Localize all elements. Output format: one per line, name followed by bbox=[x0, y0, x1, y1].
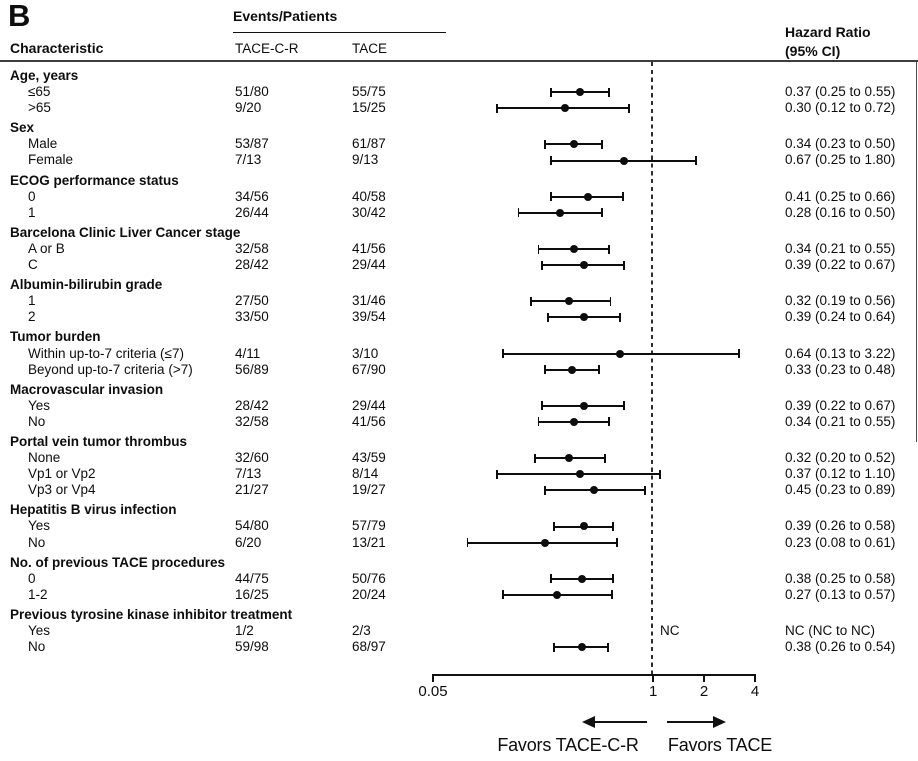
hr-ci-cell: 0.39 (0.22 to 0.67) bbox=[785, 257, 896, 273]
hr-ci-cell: 0.39 (0.26 to 0.58) bbox=[785, 518, 896, 534]
point-estimate-dot bbox=[578, 575, 586, 583]
point-estimate-dot bbox=[580, 522, 588, 530]
hr-ci-cell: 0.28 (0.16 to 0.50) bbox=[785, 204, 896, 220]
point-estimate-dot bbox=[565, 454, 573, 462]
ci-cap-left bbox=[544, 140, 546, 149]
events-tace-cell: 57/79 bbox=[352, 518, 386, 534]
subgroup-row bbox=[0, 587, 918, 603]
characteristic-cell: Yes bbox=[28, 623, 51, 638]
subgroup-row bbox=[0, 398, 918, 414]
subgroup-row bbox=[0, 293, 918, 309]
characteristic-header: Characteristic bbox=[10, 40, 104, 56]
group-header-row bbox=[0, 68, 918, 84]
point-estimate-dot bbox=[580, 313, 588, 321]
table-body bbox=[0, 64, 918, 655]
events-tace-cell: 3/10 bbox=[352, 345, 379, 361]
events-tace-cr-cell: 7/13 bbox=[235, 466, 262, 482]
ci-cap-right bbox=[622, 192, 624, 201]
events-tace-cr-cell: 9/20 bbox=[235, 100, 262, 116]
ci-cap-left bbox=[550, 156, 552, 165]
hr-ci-cell: 0.37 (0.25 to 0.55) bbox=[785, 84, 896, 100]
ci-cap-left bbox=[538, 245, 540, 254]
hr-ci-cell: 0.32 (0.20 to 0.52) bbox=[785, 450, 896, 466]
characteristic-cell: >65 bbox=[28, 100, 51, 116]
ci-cap-left bbox=[534, 454, 536, 463]
column-header-tace: TACE bbox=[352, 41, 388, 56]
events-tace-cell: 41/56 bbox=[352, 413, 386, 429]
favors-left-arrow-line bbox=[594, 721, 647, 723]
nc-marker-label: NC bbox=[660, 623, 680, 638]
events-tace-cell: 55/75 bbox=[352, 84, 386, 100]
ci-cap-right bbox=[695, 156, 697, 165]
hr-ci-cell: 0.38 (0.26 to 0.54) bbox=[785, 639, 896, 655]
point-estimate-dot bbox=[584, 193, 592, 201]
ci-cap-left bbox=[541, 401, 543, 410]
group-label: Age, years bbox=[10, 68, 79, 83]
events-tace-cell: 19/27 bbox=[352, 482, 386, 498]
events-tace-cell: 50/76 bbox=[352, 570, 386, 586]
ci-cap-right bbox=[659, 470, 661, 479]
group-label: Hepatitis B virus infection bbox=[10, 502, 177, 518]
point-estimate-dot bbox=[576, 470, 584, 478]
hr-ci-cell: 0.64 (0.13 to 3.22) bbox=[785, 345, 896, 361]
hr-ci-cell: 0.27 (0.13 to 0.57) bbox=[785, 586, 896, 602]
ci-cap-left bbox=[538, 417, 540, 426]
axis-tick-label: 0.05 bbox=[418, 683, 448, 700]
point-estimate-dot bbox=[576, 88, 584, 96]
subgroup-row bbox=[0, 482, 918, 498]
subgroup-row bbox=[0, 189, 918, 205]
hr-ci-cell: 0.45 (0.23 to 0.89) bbox=[785, 482, 896, 498]
axis-tick-label: 1 bbox=[648, 683, 658, 700]
group-header-row bbox=[0, 173, 918, 189]
events-tace-cr-cell: 28/42 bbox=[235, 257, 269, 273]
events-tace-cr-cell: 32/58 bbox=[235, 240, 269, 256]
ci-cap-right bbox=[608, 417, 610, 426]
events-tace-cr-cell: 51/80 bbox=[235, 84, 269, 100]
events-tace-cr-cell: 28/42 bbox=[235, 397, 269, 413]
group-header-row bbox=[0, 120, 918, 136]
ci-cap-right bbox=[598, 365, 600, 374]
ci-cap-right bbox=[738, 349, 740, 358]
column-header-tace-c-r: TACE-C-R bbox=[235, 41, 299, 56]
hr-ci-cell: 0.37 (0.12 to 1.10) bbox=[785, 466, 896, 482]
characteristic-cell: None bbox=[28, 450, 61, 466]
subgroup-row bbox=[0, 136, 918, 152]
characteristic-cell: No bbox=[28, 639, 46, 655]
events-tace-cell: 20/24 bbox=[352, 586, 386, 602]
ci-cap-left bbox=[550, 574, 552, 583]
ci-cap-right bbox=[601, 208, 603, 217]
events-tace-cell: 9/13 bbox=[352, 152, 379, 168]
characteristic-cell: ≤65 bbox=[28, 84, 51, 100]
hr-ci-cell: 0.67 (0.25 to 1.80) bbox=[785, 152, 896, 168]
events-tace-cell: 29/44 bbox=[352, 257, 386, 273]
hr-ci-cell: 0.32 (0.19 to 0.56) bbox=[785, 293, 896, 309]
events-tace-cell: 2/3 bbox=[352, 623, 371, 638]
point-estimate-dot bbox=[616, 350, 624, 358]
subgroup-row bbox=[0, 623, 918, 639]
group-label: Sex bbox=[10, 120, 35, 136]
events-tace-cr-cell: 26/44 bbox=[235, 204, 269, 220]
ci-cap-left bbox=[530, 297, 532, 306]
axis-tick-label: 4 bbox=[750, 683, 760, 700]
ci-cap-right bbox=[623, 401, 625, 410]
subgroup-row bbox=[0, 450, 918, 466]
hr-ci-cell: 0.41 (0.25 to 0.66) bbox=[785, 188, 896, 204]
x-axis-line bbox=[433, 674, 755, 676]
events-tace-cell: 43/59 bbox=[352, 450, 386, 466]
events-tace-cell: 31/46 bbox=[352, 293, 386, 309]
subgroup-row bbox=[0, 639, 918, 655]
group-header-row bbox=[0, 225, 918, 241]
characteristic-cell: Female bbox=[28, 152, 74, 168]
subgroup-row bbox=[0, 346, 918, 362]
characteristic-cell: Male bbox=[28, 136, 58, 152]
events-tace-cr-cell: 7/13 bbox=[235, 152, 262, 168]
group-header-row bbox=[0, 434, 918, 450]
ci-cap-left bbox=[550, 192, 552, 201]
events-tace-cr-cell: 6/20 bbox=[235, 534, 262, 550]
characteristic-cell: Vp3 or Vp4 bbox=[28, 482, 96, 498]
characteristic-cell: Yes bbox=[28, 518, 51, 534]
group-label: ECOG performance status bbox=[10, 172, 179, 188]
group-label: Previous tyrosine kinase inhibitor treatment bbox=[10, 606, 293, 622]
point-estimate-dot bbox=[580, 261, 588, 269]
subgroup-row bbox=[0, 362, 918, 378]
events-tace-cr-cell: 54/80 bbox=[235, 518, 269, 534]
ci-cap-right bbox=[644, 486, 646, 495]
ci-cap-left bbox=[518, 208, 520, 217]
events-tace-cr-cell: 56/89 bbox=[235, 361, 269, 377]
ci-cap-right bbox=[607, 643, 609, 652]
characteristic-cell: Vp1 or Vp2 bbox=[28, 466, 96, 482]
ci-cap-left bbox=[544, 486, 546, 495]
axis-tick-label: 2 bbox=[699, 683, 709, 700]
point-estimate-dot bbox=[590, 486, 598, 494]
hr-ci-cell: 0.39 (0.22 to 0.67) bbox=[785, 397, 896, 413]
ci-cap-left bbox=[544, 365, 546, 374]
point-estimate-dot bbox=[570, 418, 578, 426]
characteristic-cell: No bbox=[28, 534, 46, 550]
characteristic-cell: Beyond up-to-7 criteria (>7) bbox=[28, 361, 193, 377]
group-label: Albumin-bilirubin grade bbox=[10, 277, 163, 293]
group-header-row bbox=[0, 329, 918, 345]
panel-label: B bbox=[8, 0, 31, 33]
hr-ci-cell: NC (NC to NC) bbox=[785, 623, 875, 638]
group-header-row bbox=[0, 555, 918, 571]
subgroup-row bbox=[0, 84, 918, 100]
events-tace-cr-cell: 21/27 bbox=[235, 482, 269, 498]
characteristic-cell: 1 bbox=[28, 204, 36, 220]
events-tace-cell: 61/87 bbox=[352, 136, 386, 152]
point-estimate-dot bbox=[565, 297, 573, 305]
subgroup-row bbox=[0, 466, 918, 482]
events-tace-cell: 15/25 bbox=[352, 100, 386, 116]
characteristic-cell: 0 bbox=[28, 570, 36, 586]
events-tace-cell: 67/90 bbox=[352, 361, 386, 377]
group-label: Portal vein tumor thrombus bbox=[10, 433, 188, 449]
hr-ci-cell: 0.34 (0.23 to 0.50) bbox=[785, 136, 896, 152]
events-tace-cell: 41/56 bbox=[352, 240, 386, 256]
characteristic-cell: No bbox=[28, 413, 46, 429]
hr-ci-cell: 0.34 (0.21 to 0.55) bbox=[785, 240, 896, 256]
subgroup-row bbox=[0, 414, 918, 430]
subgroup-row bbox=[0, 205, 918, 221]
point-estimate-dot bbox=[541, 539, 549, 547]
ci-cap-left bbox=[553, 522, 555, 531]
ci-cap-right bbox=[601, 140, 603, 149]
events-patients-underline bbox=[233, 32, 446, 33]
ci-cap-right bbox=[608, 245, 610, 254]
characteristic-cell: 1-2 bbox=[28, 586, 48, 602]
subgroup-row bbox=[0, 309, 918, 325]
ci-cap-left bbox=[550, 88, 552, 97]
events-tace-cr-cell: 59/98 bbox=[235, 639, 269, 655]
subgroup-row bbox=[0, 152, 918, 168]
favors-tace-c-r-label: Favors TACE-C-R bbox=[497, 735, 639, 755]
group-label: No. of previous TACE procedures bbox=[10, 554, 226, 570]
events-tace-cr-cell: 34/56 bbox=[235, 188, 269, 204]
ci-cap-left bbox=[502, 590, 504, 599]
ci-cap-left bbox=[496, 104, 498, 113]
ci-cap-right bbox=[612, 522, 614, 531]
characteristic-cell: 2 bbox=[28, 309, 36, 325]
group-header-row bbox=[0, 502, 918, 518]
ci-cap-right bbox=[619, 313, 621, 322]
events-tace-cell: 8/14 bbox=[352, 466, 379, 482]
events-tace-cr-cell: 44/75 bbox=[235, 570, 269, 586]
subgroup-row bbox=[0, 100, 918, 116]
events-tace-cr-cell: 33/50 bbox=[235, 309, 269, 325]
axis-tick bbox=[652, 674, 654, 682]
point-estimate-dot bbox=[578, 643, 586, 651]
characteristic-cell: Within up-to-7 criteria (≤7) bbox=[28, 345, 184, 361]
ci-cap-right bbox=[610, 297, 612, 306]
ci-cap-right bbox=[612, 574, 614, 583]
ci-cap-left bbox=[502, 349, 504, 358]
events-patients-header: Events/Patients bbox=[233, 8, 338, 24]
hr-ci-cell: 0.34 (0.21 to 0.55) bbox=[785, 413, 896, 429]
events-tace-cr-cell: 1/2 bbox=[235, 623, 254, 638]
events-tace-cr-cell: 32/60 bbox=[235, 450, 269, 466]
point-estimate-dot bbox=[561, 104, 569, 112]
point-estimate-dot bbox=[568, 366, 576, 374]
characteristic-cell: 0 bbox=[28, 188, 36, 204]
events-tace-cr-cell: 53/87 bbox=[235, 136, 269, 152]
events-tace-cell: 29/44 bbox=[352, 397, 386, 413]
characteristic-cell: A or B bbox=[28, 240, 65, 256]
ci-cap-right bbox=[616, 538, 618, 547]
events-tace-cell: 40/58 bbox=[352, 188, 386, 204]
group-header-row bbox=[0, 277, 918, 293]
ci-cap-right bbox=[604, 454, 606, 463]
subgroup-row bbox=[0, 571, 918, 587]
subgroup-row bbox=[0, 535, 918, 551]
characteristic-cell: 1 bbox=[28, 293, 36, 309]
group-header-row bbox=[0, 382, 918, 398]
group-label: Barcelona Clinic Liver Cancer stage bbox=[10, 224, 241, 240]
events-tace-cell: 30/42 bbox=[352, 204, 386, 220]
group-label: Macrovascular invasion bbox=[10, 381, 164, 397]
subgroup-row bbox=[0, 518, 918, 534]
ci-cap-right bbox=[611, 590, 613, 599]
events-tace-cr-cell: 16/25 bbox=[235, 586, 269, 602]
ci-cap-right bbox=[623, 261, 625, 270]
header-divider-rule bbox=[0, 60, 918, 62]
ci-cap-left bbox=[541, 261, 543, 270]
axis-tick bbox=[754, 674, 756, 682]
hazard-ratio-header-line2: (95% CI) bbox=[785, 43, 841, 59]
axis-tick bbox=[432, 674, 434, 682]
subgroup-row bbox=[0, 241, 918, 257]
ci-cap-left bbox=[547, 313, 549, 322]
point-estimate-dot bbox=[556, 209, 564, 217]
ci-cap-left bbox=[553, 643, 555, 652]
ci-cap-right bbox=[628, 104, 630, 113]
point-estimate-dot bbox=[580, 402, 588, 410]
axis-tick bbox=[703, 674, 705, 682]
group-header-row bbox=[0, 607, 918, 623]
ci-cap-left bbox=[467, 538, 469, 547]
point-estimate-dot bbox=[620, 157, 628, 165]
favors-right-arrowhead-icon bbox=[713, 716, 726, 728]
subgroup-row bbox=[0, 257, 918, 273]
ci-cap-right bbox=[608, 88, 610, 97]
point-estimate-dot bbox=[570, 140, 578, 148]
hr-ci-cell: 0.39 (0.24 to 0.64) bbox=[785, 309, 896, 325]
group-label: Tumor burden bbox=[10, 329, 101, 345]
point-estimate-dot bbox=[570, 245, 578, 253]
hr-ci-cell: 0.33 (0.23 to 0.48) bbox=[785, 361, 896, 377]
characteristic-cell: Yes bbox=[28, 397, 51, 413]
point-estimate-dot bbox=[553, 591, 561, 599]
events-tace-cell: 39/54 bbox=[352, 309, 386, 325]
events-tace-cell: 68/97 bbox=[352, 639, 386, 655]
events-tace-cr-cell: 32/58 bbox=[235, 413, 269, 429]
events-tace-cell: 13/21 bbox=[352, 534, 386, 550]
hazard-ratio-header-line1: Hazard Ratio bbox=[785, 24, 871, 40]
ci-cap-left bbox=[496, 470, 498, 479]
hazard-ratio-header bbox=[785, 23, 871, 61]
favors-tace-label: Favors TACE bbox=[667, 735, 773, 755]
hr-ci-cell: 0.23 (0.08 to 0.61) bbox=[785, 534, 896, 550]
events-tace-cr-cell: 4/11 bbox=[235, 345, 261, 361]
characteristic-cell: C bbox=[28, 257, 38, 273]
favors-left-arrowhead-icon bbox=[582, 716, 595, 728]
hr-ci-cell: 0.30 (0.12 to 0.72) bbox=[785, 100, 896, 116]
events-tace-cr-cell: 27/50 bbox=[235, 293, 269, 309]
hr-ci-cell: 0.38 (0.25 to 0.58) bbox=[785, 570, 896, 586]
